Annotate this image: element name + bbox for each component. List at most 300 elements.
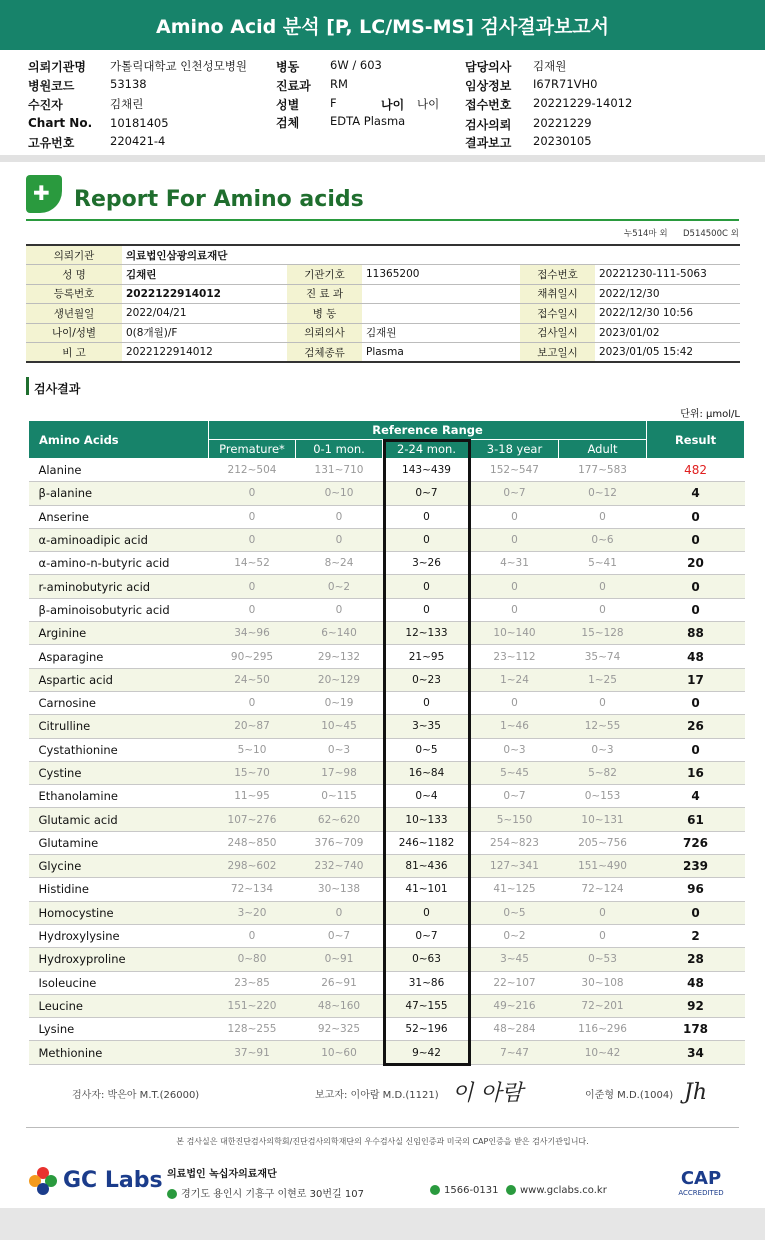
reference-range-cell: 0 bbox=[209, 691, 296, 714]
patient-value: 의료법인삼광의료재단 bbox=[122, 245, 740, 265]
result-value: 20 bbox=[647, 552, 745, 575]
reference-range-cell: 0 bbox=[296, 598, 383, 621]
patient-value: 2023/01/05 15:42 bbox=[595, 343, 740, 363]
reference-range-cell: 23~85 bbox=[209, 971, 296, 994]
reference-range-cell: 3~20 bbox=[209, 901, 296, 924]
reference-range-cell: 0 bbox=[471, 528, 559, 551]
reference-range-cell: 0~23 bbox=[383, 668, 471, 691]
report-page bbox=[0, 162, 765, 1208]
label-age: 나이 bbox=[381, 98, 405, 112]
value-request-date: 20221229 bbox=[533, 116, 592, 130]
reference-range-cell: 116~296 bbox=[559, 1018, 647, 1041]
value-hospital-code: 53138 bbox=[110, 77, 147, 91]
label-specimen: 검체 bbox=[276, 116, 300, 130]
value-patient: 김채린 bbox=[110, 97, 144, 111]
col-amino-acids: Amino Acids bbox=[29, 421, 209, 459]
value-unique-no: 220421-4 bbox=[110, 134, 166, 148]
reference-range-cell: 29~132 bbox=[296, 645, 383, 668]
cap-accredited-logo bbox=[665, 1168, 737, 1197]
result-value: 0 bbox=[647, 691, 745, 714]
patient-value: 2023/01/02 bbox=[595, 323, 740, 343]
reference-range-cell: 0 bbox=[471, 598, 559, 621]
table-row bbox=[29, 691, 745, 714]
reference-range-cell: 62~620 bbox=[296, 808, 383, 831]
table-row bbox=[29, 878, 745, 901]
reference-range-cell: 23~112 bbox=[471, 645, 559, 668]
reference-range-cell: 1~24 bbox=[471, 668, 559, 691]
label-hospital-code: 병원코드 bbox=[28, 79, 75, 93]
reference-range-cell: 0~7 bbox=[471, 785, 559, 808]
reference-range-cell: 26~91 bbox=[296, 971, 383, 994]
result-value: 178 bbox=[647, 1018, 745, 1041]
reference-range-cell: 10~42 bbox=[559, 1041, 647, 1064]
label-chart-no: Chart No. bbox=[28, 116, 93, 130]
reference-range-cell: 12~133 bbox=[383, 622, 471, 645]
patient-label: 접수번호 bbox=[520, 265, 595, 285]
divider bbox=[0, 155, 765, 162]
label-patient: 수진자 bbox=[28, 98, 63, 112]
reference-range-cell: 0~19 bbox=[296, 691, 383, 714]
patient-row bbox=[26, 304, 740, 324]
label-unique-no: 고유번호 bbox=[28, 136, 75, 150]
reference-range-cell: 127~341 bbox=[471, 855, 559, 878]
result-value: 34 bbox=[647, 1041, 745, 1064]
reference-range-cell: 0~2 bbox=[296, 575, 383, 598]
amino-acid-name: Hydroxyproline bbox=[29, 948, 209, 971]
reference-range-cell: 5~41 bbox=[559, 552, 647, 575]
reference-range-cell: 10~60 bbox=[296, 1041, 383, 1064]
result-value: 48 bbox=[647, 645, 745, 668]
col-range-0-1-mon: 0-1 mon. bbox=[296, 440, 383, 459]
result-value: 0 bbox=[647, 598, 745, 621]
reference-range-cell: 212~504 bbox=[209, 459, 296, 482]
reporter-handwritten-signature: 이 아람 bbox=[452, 1081, 523, 1106]
reference-range-cell: 0~80 bbox=[209, 948, 296, 971]
col-range-premature: Premature* bbox=[209, 440, 296, 459]
result-value: 61 bbox=[647, 808, 745, 831]
patient-label: 의뢰기관 bbox=[26, 245, 122, 265]
page-title: Amino Acid 분석 [P, LC/MS-MS] 검사결과보고서 bbox=[155, 16, 610, 38]
amino-acid-name: Cystine bbox=[29, 761, 209, 784]
reference-range-cell: 72~134 bbox=[209, 878, 296, 901]
table-row bbox=[29, 948, 745, 971]
amino-acid-name: α-amino-n-butyric acid bbox=[29, 552, 209, 575]
reference-range-cell: 0~5 bbox=[383, 738, 471, 761]
reference-range-cell: 0 bbox=[383, 528, 471, 551]
reference-range-cell: 0 bbox=[383, 575, 471, 598]
reference-range-cell: 30~108 bbox=[559, 971, 647, 994]
tester-signature: 검사자: 박은아 M.T.(26000) bbox=[72, 1090, 200, 1101]
location-icon bbox=[167, 1189, 177, 1199]
reference-range-cell: 5~82 bbox=[559, 761, 647, 784]
label-clinical-info: 임상정보 bbox=[465, 79, 512, 93]
gc-labs-brand: GC Labs bbox=[63, 1168, 163, 1193]
reference-range-cell: 205~756 bbox=[559, 831, 647, 854]
code-right: D514500C 외 bbox=[683, 229, 739, 239]
result-value: 4 bbox=[647, 482, 745, 505]
patient-row-institution bbox=[26, 245, 740, 265]
table-row bbox=[29, 785, 745, 808]
reference-range-cell: 0~53 bbox=[559, 948, 647, 971]
reference-range-cell: 0 bbox=[559, 598, 647, 621]
reference-range-cell: 47~155 bbox=[383, 994, 471, 1017]
value-department: RM bbox=[330, 77, 348, 91]
label-ward: 병동 bbox=[276, 60, 300, 74]
patient-label: 채취일시 bbox=[520, 284, 595, 304]
reference-range-cell: 1~46 bbox=[471, 715, 559, 738]
value-specimen: EDTA Plasma bbox=[330, 114, 406, 128]
reference-range-cell: 35~74 bbox=[559, 645, 647, 668]
reference-range-cell: 1~25 bbox=[559, 668, 647, 691]
patient-value: 2022/12/30 10:56 bbox=[595, 304, 740, 324]
amino-acid-name: Glutamine bbox=[29, 831, 209, 854]
table-row bbox=[29, 1018, 745, 1041]
reference-range-cell: 7~47 bbox=[471, 1041, 559, 1064]
reference-range-cell: 0~7 bbox=[383, 924, 471, 947]
reference-range-cell: 0 bbox=[471, 691, 559, 714]
amino-acid-name: β-alanine bbox=[29, 482, 209, 505]
reference-range-cell: 6~140 bbox=[296, 622, 383, 645]
value-clinical-info: I67R71VH0 bbox=[533, 77, 598, 91]
reference-range-cell: 37~91 bbox=[209, 1041, 296, 1064]
value-ward: 6W / 603 bbox=[330, 58, 382, 72]
reference-range-cell: 20~129 bbox=[296, 668, 383, 691]
patient-row bbox=[26, 343, 740, 363]
table-row bbox=[29, 715, 745, 738]
amino-acid-name: Methionine bbox=[29, 1041, 209, 1064]
reference-range-cell: 0 bbox=[559, 924, 647, 947]
label-department: 진료과 bbox=[276, 79, 311, 93]
patient-row bbox=[26, 323, 740, 343]
cap-sub: ACCREDITED bbox=[678, 1189, 724, 1197]
report-header-bar bbox=[0, 0, 765, 50]
amino-acid-name: β-aminoisobutyric acid bbox=[29, 598, 209, 621]
amino-acid-name: Leucine bbox=[29, 994, 209, 1017]
reference-range-cell: 41~101 bbox=[383, 878, 471, 901]
table-row bbox=[29, 482, 745, 505]
request-info bbox=[0, 50, 765, 155]
patient-label: 진 료 과 bbox=[287, 284, 362, 304]
result-value: 0 bbox=[647, 738, 745, 761]
reference-range-cell: 0 bbox=[383, 901, 471, 924]
section-title: 검사결과 bbox=[34, 382, 81, 396]
patient-row bbox=[26, 265, 740, 285]
reference-range-cell: 128~255 bbox=[209, 1018, 296, 1041]
reference-range-cell: 0~3 bbox=[559, 738, 647, 761]
medical-cross-icon: ✚ bbox=[26, 175, 62, 213]
amino-acid-name: Glutamic acid bbox=[29, 808, 209, 831]
reference-range-cell: 52~196 bbox=[383, 1018, 471, 1041]
label-sex: 성별 bbox=[276, 98, 300, 112]
reference-range-cell: 0~6 bbox=[559, 528, 647, 551]
results-table bbox=[28, 420, 745, 1065]
amino-acid-name: Lysine bbox=[29, 1018, 209, 1041]
table-row bbox=[29, 924, 745, 947]
reference-range-cell: 34~96 bbox=[209, 622, 296, 645]
patient-value: 11365200 bbox=[362, 265, 520, 285]
amino-acid-name: Glycine bbox=[29, 855, 209, 878]
patient-label: 의뢰의사 bbox=[287, 323, 362, 343]
reference-range-cell: 3~26 bbox=[383, 552, 471, 575]
reference-range-cell: 0 bbox=[559, 575, 647, 598]
patient-label: 등록번호 bbox=[26, 284, 122, 304]
table-row bbox=[29, 645, 745, 668]
results-body bbox=[29, 459, 745, 1065]
value-institution: 가톨릭대학교 인천성모병원 bbox=[110, 59, 247, 73]
reference-range-cell: 15~128 bbox=[559, 622, 647, 645]
table-row bbox=[29, 622, 745, 645]
reference-range-cell: 0 bbox=[209, 575, 296, 598]
result-value: 0 bbox=[647, 528, 745, 551]
reference-range-cell: 0~7 bbox=[296, 924, 383, 947]
patient-label: 성 명 bbox=[26, 265, 122, 285]
result-value: 482 bbox=[647, 459, 745, 482]
amino-acid-name: Homocystine bbox=[29, 901, 209, 924]
patient-label: 병 동 bbox=[287, 304, 362, 324]
reference-range-cell: 14~52 bbox=[209, 552, 296, 575]
reference-range-cell: 246~1182 bbox=[383, 831, 471, 854]
reference-range-cell: 0 bbox=[296, 528, 383, 551]
patient-label: 보고일시 bbox=[520, 343, 595, 363]
unit-label: 단위: μmol/L bbox=[680, 409, 740, 420]
reference-range-cell: 376~709 bbox=[296, 831, 383, 854]
result-value: 726 bbox=[647, 831, 745, 854]
phone-icon bbox=[430, 1185, 440, 1195]
reference-range-cell: 232~740 bbox=[296, 855, 383, 878]
result-value: 4 bbox=[647, 785, 745, 808]
reference-range-cell: 248~850 bbox=[209, 831, 296, 854]
reference-range-cell: 0 bbox=[471, 575, 559, 598]
table-row bbox=[29, 855, 745, 878]
patient-label: 비 고 bbox=[26, 343, 122, 363]
result-value: 16 bbox=[647, 761, 745, 784]
reference-range-cell: 107~276 bbox=[209, 808, 296, 831]
reference-range-cell: 10~45 bbox=[296, 715, 383, 738]
reference-range-cell: 0 bbox=[209, 924, 296, 947]
reference-range-cell: 9~42 bbox=[383, 1041, 471, 1064]
home-icon bbox=[506, 1185, 516, 1195]
reference-range-cell: 177~583 bbox=[559, 459, 647, 482]
table-row bbox=[29, 831, 745, 854]
reference-range-cell: 0~3 bbox=[471, 738, 559, 761]
reference-range-cell: 41~125 bbox=[471, 878, 559, 901]
result-value: 48 bbox=[647, 971, 745, 994]
reference-range-cell: 8~24 bbox=[296, 552, 383, 575]
reference-range-cell: 17~98 bbox=[296, 761, 383, 784]
reference-range-cell: 131~710 bbox=[296, 459, 383, 482]
patient-info-table bbox=[26, 244, 740, 363]
result-value: 239 bbox=[647, 855, 745, 878]
reference-range-cell: 3~45 bbox=[471, 948, 559, 971]
amino-acid-name: Isoleucine bbox=[29, 971, 209, 994]
reference-range-cell: 3~35 bbox=[383, 715, 471, 738]
doctor-handwritten-signature: Jh bbox=[684, 1080, 707, 1105]
label-receipt-no: 접수번호 bbox=[465, 98, 512, 112]
value-doctor: 김재원 bbox=[533, 59, 567, 73]
table-row bbox=[29, 598, 745, 621]
code-left: 누514마 외 bbox=[624, 229, 668, 239]
table-row bbox=[29, 575, 745, 598]
value-report-date: 20230105 bbox=[533, 134, 592, 148]
col-range-2-24-mon: 2-24 mon. bbox=[383, 440, 471, 459]
patient-value: 2022122914012 bbox=[122, 343, 287, 363]
reference-range-cell: 30~138 bbox=[296, 878, 383, 901]
value-sex: F bbox=[330, 96, 337, 110]
reference-range-cell: 0~7 bbox=[471, 482, 559, 505]
amino-acid-name: Carnosine bbox=[29, 691, 209, 714]
reference-range-cell: 48~284 bbox=[471, 1018, 559, 1041]
amino-acid-name: r-aminobutyric acid bbox=[29, 575, 209, 598]
reference-range-cell: 0~3 bbox=[296, 738, 383, 761]
patient-value: 2022/04/21 bbox=[122, 304, 287, 324]
reference-range-cell: 0~91 bbox=[296, 948, 383, 971]
patient-label: 생년월일 bbox=[26, 304, 122, 324]
patient-value bbox=[362, 284, 520, 304]
reference-range-cell: 22~107 bbox=[471, 971, 559, 994]
result-value: 92 bbox=[647, 994, 745, 1017]
amino-acid-name: Citrulline bbox=[29, 715, 209, 738]
footer-rule bbox=[26, 1127, 739, 1128]
reference-range-cell: 151~220 bbox=[209, 994, 296, 1017]
amino-acid-name: α-aminoadipic acid bbox=[29, 528, 209, 551]
table-row bbox=[29, 808, 745, 831]
patient-value: 김재원 bbox=[362, 323, 520, 343]
patient-value: Plasma bbox=[362, 343, 520, 363]
reference-range-cell: 0~63 bbox=[383, 948, 471, 971]
reference-range-cell: 81~436 bbox=[383, 855, 471, 878]
result-value: 26 bbox=[647, 715, 745, 738]
reference-range-cell: 0~10 bbox=[296, 482, 383, 505]
value-chart-no: 10181405 bbox=[110, 116, 169, 130]
table-row bbox=[29, 1041, 745, 1064]
reference-range-cell: 10~140 bbox=[471, 622, 559, 645]
reference-range-cell: 10~131 bbox=[559, 808, 647, 831]
reference-range-cell: 90~295 bbox=[209, 645, 296, 668]
reference-range-cell: 24~50 bbox=[209, 668, 296, 691]
reference-range-cell: 72~124 bbox=[559, 878, 647, 901]
reference-range-cell: 49~216 bbox=[471, 994, 559, 1017]
patient-value: 20221230-111-5063 bbox=[595, 265, 740, 285]
col-range-adult: Adult bbox=[559, 440, 647, 459]
amino-acid-name: Histidine bbox=[29, 878, 209, 901]
foundation-website: www.gclabs.co.kr bbox=[520, 1185, 607, 1196]
patient-value: 김채린 bbox=[122, 265, 287, 285]
patient-label: 검사일시 bbox=[520, 323, 595, 343]
patient-value: 2022/12/30 bbox=[595, 284, 740, 304]
amino-acid-name: Aspartic acid bbox=[29, 668, 209, 691]
reference-range-cell: 0~5 bbox=[471, 901, 559, 924]
foundation-address: 경기도 용인시 기흥구 이현로 30번길 107 bbox=[181, 1189, 364, 1200]
reference-range-cell: 0 bbox=[383, 691, 471, 714]
table-row bbox=[29, 738, 745, 761]
amino-acid-name: Hydroxylysine bbox=[29, 924, 209, 947]
reference-range-cell: 0~12 bbox=[559, 482, 647, 505]
reference-range-cell: 16~84 bbox=[383, 761, 471, 784]
reference-range-cell: 0 bbox=[383, 598, 471, 621]
table-row bbox=[29, 459, 745, 482]
reference-range-cell: 21~95 bbox=[383, 645, 471, 668]
doctor-signature: 이준형 M.D.(1004) bbox=[585, 1090, 674, 1101]
table-row bbox=[29, 761, 745, 784]
footer-note: 본 검사실은 대한진단검사의학회/진단검사의학재단의 우수검사실 신임인증과 미국의 CAP인증을 받은 검사기관입니다. bbox=[176, 1137, 589, 1146]
amino-acid-name: Anserine bbox=[29, 505, 209, 528]
reference-range-cell: 0~115 bbox=[296, 785, 383, 808]
reference-range-cell: 0 bbox=[559, 505, 647, 528]
reference-range-cell: 0 bbox=[209, 528, 296, 551]
gc-labs-logo-icon bbox=[28, 1166, 58, 1196]
label-doctor: 담당의사 bbox=[465, 60, 512, 74]
amino-acid-name: Arginine bbox=[29, 622, 209, 645]
reference-range-cell: 5~45 bbox=[471, 761, 559, 784]
foundation-name: 의료법인 녹십자의료재단 bbox=[167, 1169, 277, 1180]
cap-text: CAP bbox=[680, 1168, 722, 1189]
reference-range-cell: 92~325 bbox=[296, 1018, 383, 1041]
reference-range-cell: 0 bbox=[209, 505, 296, 528]
amino-acid-name: Cystathionine bbox=[29, 738, 209, 761]
reference-range-cell: 0 bbox=[209, 598, 296, 621]
reference-range-cell: 0~153 bbox=[559, 785, 647, 808]
reference-range-cell: 0~7 bbox=[383, 482, 471, 505]
reference-range-cell: 0 bbox=[471, 505, 559, 528]
reference-range-cell: 143~439 bbox=[383, 459, 471, 482]
reference-range-cell: 10~133 bbox=[383, 808, 471, 831]
reference-range-cell: 5~150 bbox=[471, 808, 559, 831]
table-row bbox=[29, 901, 745, 924]
reference-range-cell: 0 bbox=[296, 901, 383, 924]
reference-range-cell: 298~602 bbox=[209, 855, 296, 878]
amino-acid-name: Alanine bbox=[29, 459, 209, 482]
reference-range-cell: 20~87 bbox=[209, 715, 296, 738]
reference-range-cell: 11~95 bbox=[209, 785, 296, 808]
table-row bbox=[29, 505, 745, 528]
result-value: 28 bbox=[647, 948, 745, 971]
result-value: 96 bbox=[647, 878, 745, 901]
label-institution: 의뢰기관명 bbox=[28, 60, 86, 74]
patient-row bbox=[26, 284, 740, 304]
amino-acid-name: Asparagine bbox=[29, 645, 209, 668]
col-result: Result bbox=[647, 421, 745, 459]
reference-range-cell: 0~2 bbox=[471, 924, 559, 947]
table-row bbox=[29, 668, 745, 691]
col-reference-range: Reference Range bbox=[209, 421, 647, 440]
reference-range-cell: 0 bbox=[559, 691, 647, 714]
table-row bbox=[29, 552, 745, 575]
patient-value: 0(8개월)/F bbox=[122, 323, 287, 343]
bottom-margin bbox=[0, 1208, 765, 1240]
reference-range-cell: 31~86 bbox=[383, 971, 471, 994]
amino-acid-name: Ethanolamine bbox=[29, 785, 209, 808]
patient-label: 기관기호 bbox=[287, 265, 362, 285]
patient-label: 나이/성별 bbox=[26, 323, 122, 343]
label-report-date: 결과보고 bbox=[465, 136, 512, 150]
label-request-date: 검사의뢰 bbox=[465, 118, 512, 132]
patient-value: 2022122914012 bbox=[122, 284, 287, 304]
reference-range-cell: 15~70 bbox=[209, 761, 296, 784]
report-title: Report For Amino acids bbox=[74, 187, 364, 212]
reference-range-cell: 72~201 bbox=[559, 994, 647, 1017]
reference-range-cell: 48~160 bbox=[296, 994, 383, 1017]
result-value: 88 bbox=[647, 622, 745, 645]
reference-range-cell: 151~490 bbox=[559, 855, 647, 878]
reference-range-cell: 0~4 bbox=[383, 785, 471, 808]
reference-range-cell: 254~823 bbox=[471, 831, 559, 854]
col-range-3-18-year: 3-18 year bbox=[471, 440, 559, 459]
patient-value bbox=[362, 304, 520, 324]
value-age: 나이 bbox=[417, 97, 440, 111]
reference-range-cell: 0 bbox=[296, 505, 383, 528]
value-receipt-no: 20221229-14012 bbox=[533, 96, 633, 110]
patient-label: 검체종류 bbox=[287, 343, 362, 363]
